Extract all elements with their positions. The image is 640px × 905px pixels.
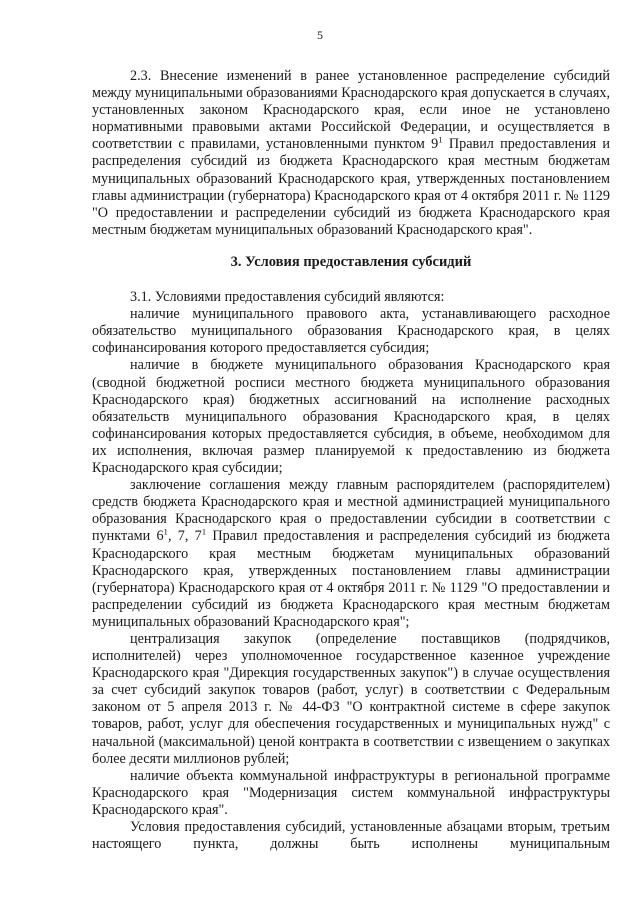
- condition-agreement: [92, 477, 610, 631]
- condition-centralized-procurement: централизация закупок (определение поставщиков (подрядчиков, исполнителей) через уполномоченное государственное казенное учреждение Краснодарского края "Дирекция государственных закупок") в случае осуществления за счет субсидий закупок товаров (работ, услуг) в соответствии с Федеральным законом от 5 апреля 2013 г. № 44-ФЗ "О контрактной системе в сфере закупок товаров, работ, услуг для обеспечения государственных и муниципальных нужд" с начальной (максимальной) ценой контракта в соответствии с извещением о закупках более десяти миллионов рублей;: [92, 630, 610, 767]
- condition-agreement-text-b: , 7, 7: [167, 528, 202, 545]
- condition-agreement-sup-a: 1: [163, 526, 168, 537]
- paragraph-2-3-text-a: 2.3. Внесение изменений в ранее установленное распределение субсидий между муниципальными образованиями Краснодарского края допускается в случаях, установленных законом Краснодарского края, если иное не установлено нормативными правовыми актами Российской Федерации, и осуществляется в соответствии с правилами, установленными пунктом 9: [92, 68, 610, 153]
- paragraph-2-3: [92, 68, 610, 239]
- condition-agreement-text-a: заключение соглашения между главным распорядителем (распорядителем) средств бюджета Краснодарского края и местной администрацией муниципального образования Краснодарского края о предоставлении субсидии в соответствии с пунктами 6: [92, 477, 610, 545]
- paragraph-closing: Условия предоставления субсидий, установленные абзацами вторым, третьим настоящего пункта, должны быть исполнены муниципальным: [92, 819, 610, 853]
- paragraph-2-3-text-b: Правил предоставления и распределения субсидий из бюджета Краснодарского края местным бюджетам муниципальных образований Краснодарского края, утвержденных постановлением главы администрации (губернатора) Краснодарского края от 4 октября 2011 г. № 1129 "О предоставлении и распределении субсидий из бюджета Краснодарского края местным бюджетам муниципальных образований Краснодарского края".: [92, 136, 610, 238]
- section-2-3: [92, 68, 610, 239]
- condition-agreement-sup-b: 1: [201, 526, 207, 537]
- condition-agreement-text-c: Правил предоставления и распределения субсидий из бюджета Краснодарского края местным бюджетам муниципальных образований Краснодарского края, утвержденных постановлением главы администрации (губернатора) Краснодарского края от 4 октября 2011 г. № 1129 "О предоставлении и распределении субсидий из бюджета Краснодарского края местным бюджетам муниципальных образований Краснодарского края";: [92, 528, 610, 630]
- paragraph-3-1-intro: 3.1. Условиями предоставления субсидий являются:: [130, 289, 445, 306]
- section-heading: 3. Условия предоставления субсидий: [230, 254, 472, 270]
- paragraph-2-3-superscript: 1: [438, 134, 443, 145]
- page-number: 5: [317, 28, 323, 42]
- condition-municipal-act: наличие муниципального правового акта, устанавливающего расходное обязательство муниципального образования Краснодарского края, в целях софинансирования которого предоставляется субсидия;: [92, 306, 610, 357]
- condition-budget-allocations: наличие в бюджете муниципального образования Краснодарского края (сводной бюджетной росписи местного бюджета муниципального образования Краснодарского края) бюджетных ассигнований на исполнение расходных обязательств муниципального образования Краснодарского края, в целях софинансирования которых предоставляется субсидия, в объеме, необходимом для их исполнения, включая размер планируемой к предоставлению из бюджета Краснодарского края субсидии;: [92, 357, 610, 477]
- section-3: [92, 254, 610, 853]
- condition-infrastructure-object: наличие объекта коммунальной инфраструктуры в региональной программе Краснодарского края "Модернизация систем коммунальной инфраструктуры Краснодарского края".: [92, 767, 610, 818]
